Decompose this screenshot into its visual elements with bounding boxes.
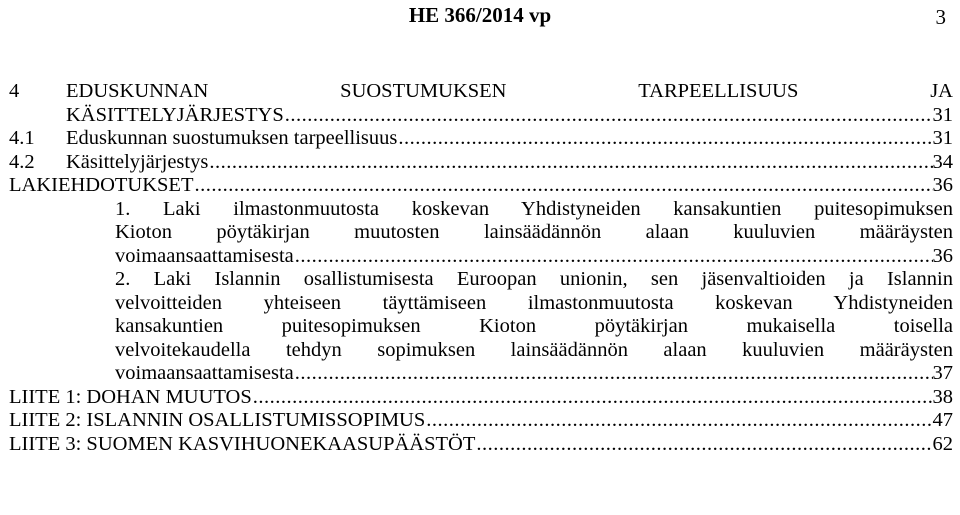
toc-page-number: 31 [932,103,953,126]
toc-line [115,362,953,386]
page-header [0,4,960,30]
title-word: JA [930,80,953,102]
toc-entry-appendix-2[interactable] [9,409,953,433]
toc-line [115,198,953,222]
toc-line [115,268,953,292]
toc-line [115,221,953,245]
toc-entry-appendix-3[interactable] [9,433,953,457]
toc-line [115,315,953,339]
law-title-line: 2. Laki Islannin osallistumisesta Euroopan unionin, sen jäsenvaltioiden ja Islannin [115,268,953,290]
law-title-last: voimaansaattamisesta [115,362,294,384]
law-title-line: velvoitekaudella tehdyn sopimuksen lainsäädännön alaan kuuluvien määräysten [115,338,953,361]
section-number: 4 [9,80,20,102]
document-title: HE 366/2014 vp [408,3,552,27]
appendix-title: LIITE 3: SUOMEN KASVIHUONEKAASUPÄÄSTÖT [9,432,476,455]
title-word: EDUSKUNNAN [66,80,209,102]
section-number: 4.2 [9,150,35,173]
law-title-line: velvoitteiden yhteiseen täyttämiseen ilmastonmuutosta koskevan Yhdistyneiden [115,291,953,314]
appendix-title: LIITE 2: ISLANNIN OSALLISTUMISSOPIMUS [9,409,426,431]
appendix-title: LIITE 1: DOHAN MUUTOS [9,385,252,408]
toc-page-number: 36 [932,244,953,267]
page-number: 3 [935,5,946,29]
toc-entry-section-4-1[interactable] [9,127,953,151]
toc-entry-law-1[interactable] [9,198,953,269]
toc-page-number: 47 [932,409,953,431]
toc-page-number: 37 [932,362,953,384]
toc-page-number: 31 [932,127,953,149]
toc-page-number: 62 [932,432,953,455]
section-title-cont: KÄSITTELYJÄRJESTYS [66,103,284,126]
toc-page-number: 38 [932,385,953,408]
law-title-line: kansakuntien puitesopimuksen Kioton pöytäkirjan mukaisella toisella [115,315,953,337]
toc-page-number: 36 [932,174,953,196]
leader-dots [475,433,932,457]
leader-dots [252,386,933,410]
toc-page-number: 34 [932,150,953,173]
section-title: LAKIEHDOTUKSET [9,174,194,196]
leader-dots [294,245,933,269]
section-title: Eduskunnan suostumuksen tarpeellisuus [66,127,398,149]
section-title: Käsittelyjärjestys [66,150,209,173]
toc-entry-lakiehdotukset[interactable] [9,174,953,198]
toc-line [9,104,953,128]
law-title-last: voimaansaattamisesta [115,244,294,267]
toc-line [115,245,953,269]
title-word: SUOSTUMUKSEN [340,80,507,102]
leader-dots [208,151,932,175]
leader-dots [397,127,932,151]
leader-dots [193,174,932,198]
leader-dots [425,409,932,433]
section-title-line [66,80,953,104]
section-number: 4.1 [9,127,35,149]
toc-line [115,339,953,363]
law-title-line: Kioton pöytäkirjan muutosten lainsäädännön alaan kuuluvien määräysten [115,221,953,243]
table-of-contents [9,80,953,456]
toc-entry-law-2[interactable] [9,268,953,386]
toc-line [9,80,953,104]
toc-entry-section-4-2[interactable] [9,151,953,175]
toc-line [115,292,953,316]
toc-entry-appendix-1[interactable] [9,386,953,410]
leader-dots [294,362,933,386]
title-word: TARPEELLISUUS [638,80,799,102]
leader-dots [284,104,933,128]
law-title-line: 1. Laki ilmastonmuutosta koskevan Yhdistyneiden kansakuntien puitesopimuksen [115,197,953,220]
toc-entry-section-4[interactable] [9,80,953,127]
